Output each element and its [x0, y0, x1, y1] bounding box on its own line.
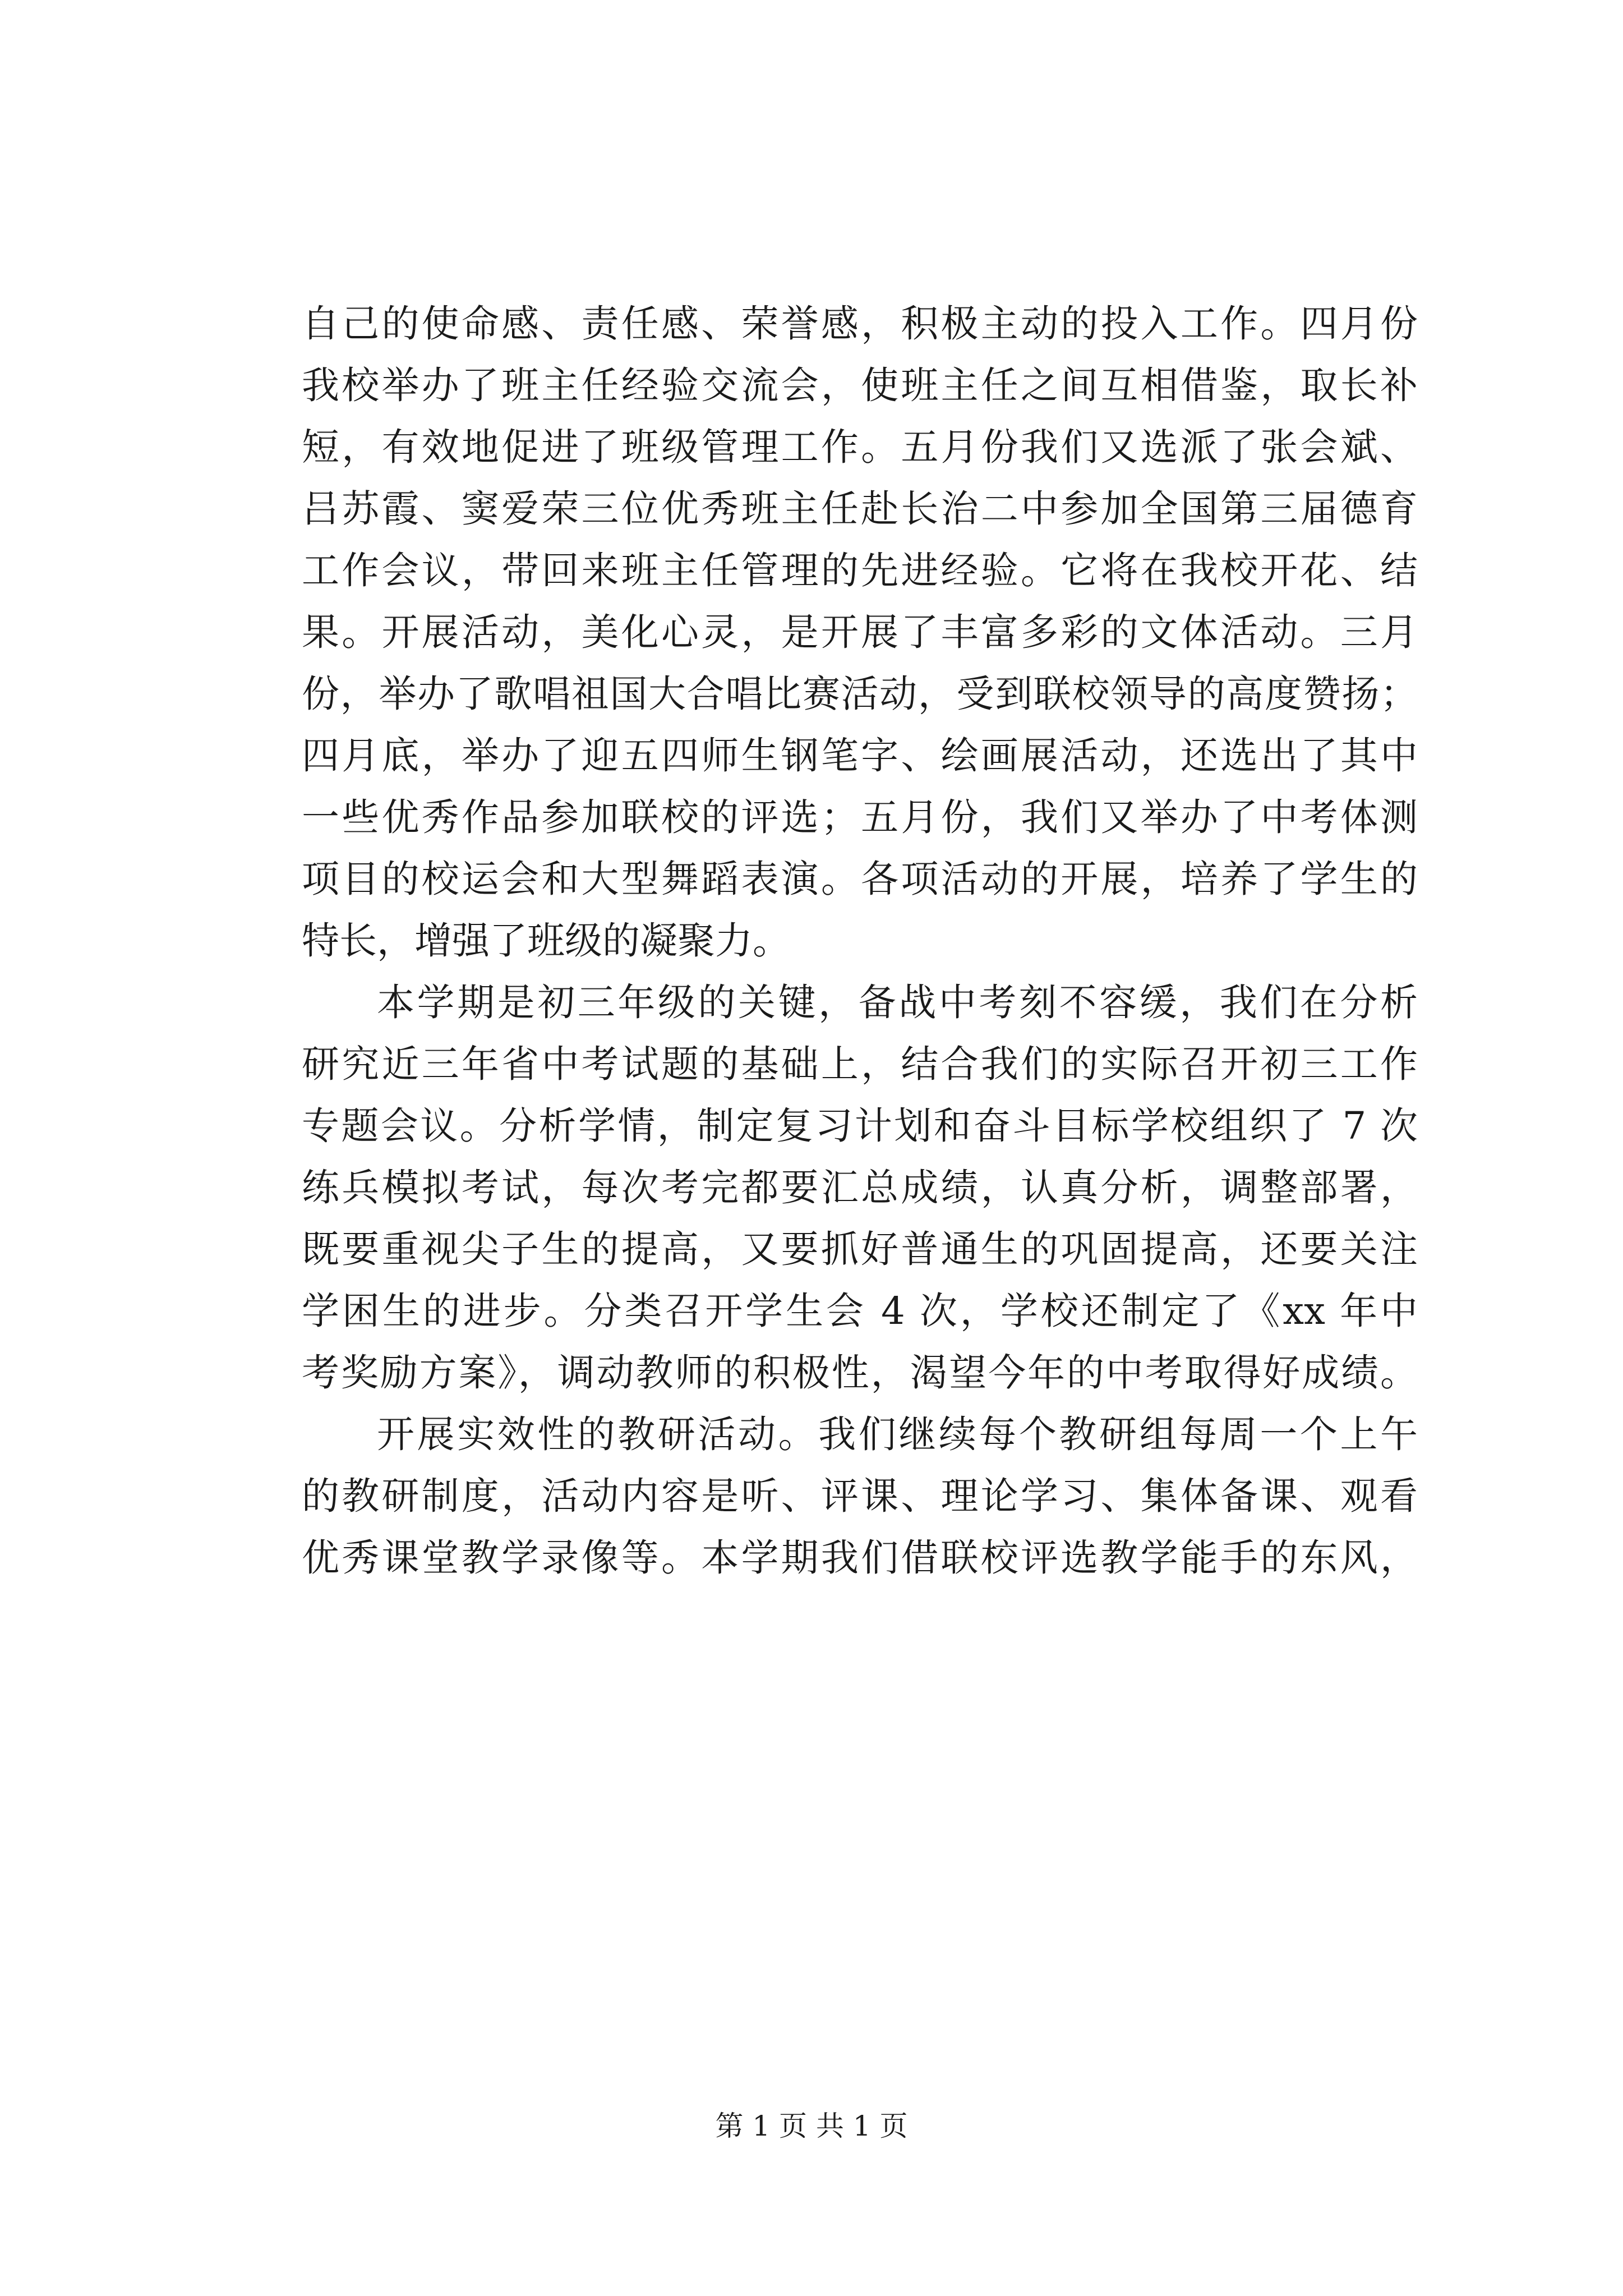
text-line: 工作会议，带回来班主任管理的先进经验。它将在我校开花、结	[302, 549, 1418, 592]
text-line: 四月底，举办了迎五四师生钢笔字、绘画展活动，还选出了其中	[302, 734, 1418, 777]
text-line: 的教研制度，活动内容是听、评课、理论学习、集体备课、观看	[302, 1474, 1418, 1518]
document-body	[302, 293, 1418, 1589]
text-line: 我校举办了班主任经验交流会，使班主任之间互相借鉴，取长补	[302, 364, 1418, 407]
text-line: 项目的校运会和大型舞蹈表演。各项活动的开展，培养了学生的	[302, 857, 1418, 901]
page-number-footer: 第 1 页 共 1 页	[715, 2110, 908, 2142]
text-line: 优秀课堂教学录像等。本学期我们借联校评选教学能手的东风，	[302, 1536, 1418, 1580]
text-line: 专题会议。分析学情，制定复习计划和奋斗目标学校组织了 7 次	[302, 1104, 1418, 1148]
text-line: 吕苏霞、窦爱荣三位优秀班主任赴长治二中参加全国第三届德育	[302, 487, 1418, 531]
text-line: 短，有效地促进了班级管理工作。五月份我们又选派了张会斌、	[302, 425, 1418, 469]
text-line: 学困生的进步。分类召开学生会 4 次，学校还制定了《xx 年中	[302, 1289, 1418, 1333]
text-line: 考奖励方案》，调动教师的积极性，渴望今年的中考取得好成绩。	[302, 1351, 1418, 1395]
text-line: 本学期是初三年级的关键，备战中考刻不容缓，我们在分析	[377, 981, 1418, 1024]
paragraph-2	[302, 972, 1418, 1404]
text-line: 自己的使命感、责任感、荣誉感，积极主动的投入工作。四月份	[302, 302, 1418, 346]
text-line: 一些优秀作品参加联校的评选；五月份，我们又举办了中考体测	[302, 795, 1418, 839]
paragraph-3	[302, 1404, 1418, 1589]
text-line: 份，举办了歌唱祖国大合唱比赛活动，受到联校领导的高度赞扬；	[302, 672, 1418, 716]
text-line: 既要重视尖子生的提高，又要抓好普通生的巩固提高，还要关注	[302, 1227, 1418, 1271]
text-line: 练兵模拟考试，每次考完都要汇总成绩，认真分析，调整部署，	[302, 1166, 1418, 1209]
text-line: 开展实效性的教研活动。我们继续每个教研组每周一个上午	[377, 1412, 1418, 1456]
text-line: 研究近三年省中考试题的基础上，结合我们的实际召开初三工作	[302, 1042, 1418, 1086]
text-line: 特长，增强了班级的凝聚力。	[302, 919, 790, 963]
text-line: 果。开展活动，美化心灵，是开展了丰富多彩的文体活动。三月	[302, 610, 1418, 654]
paragraph-1	[302, 293, 1418, 972]
